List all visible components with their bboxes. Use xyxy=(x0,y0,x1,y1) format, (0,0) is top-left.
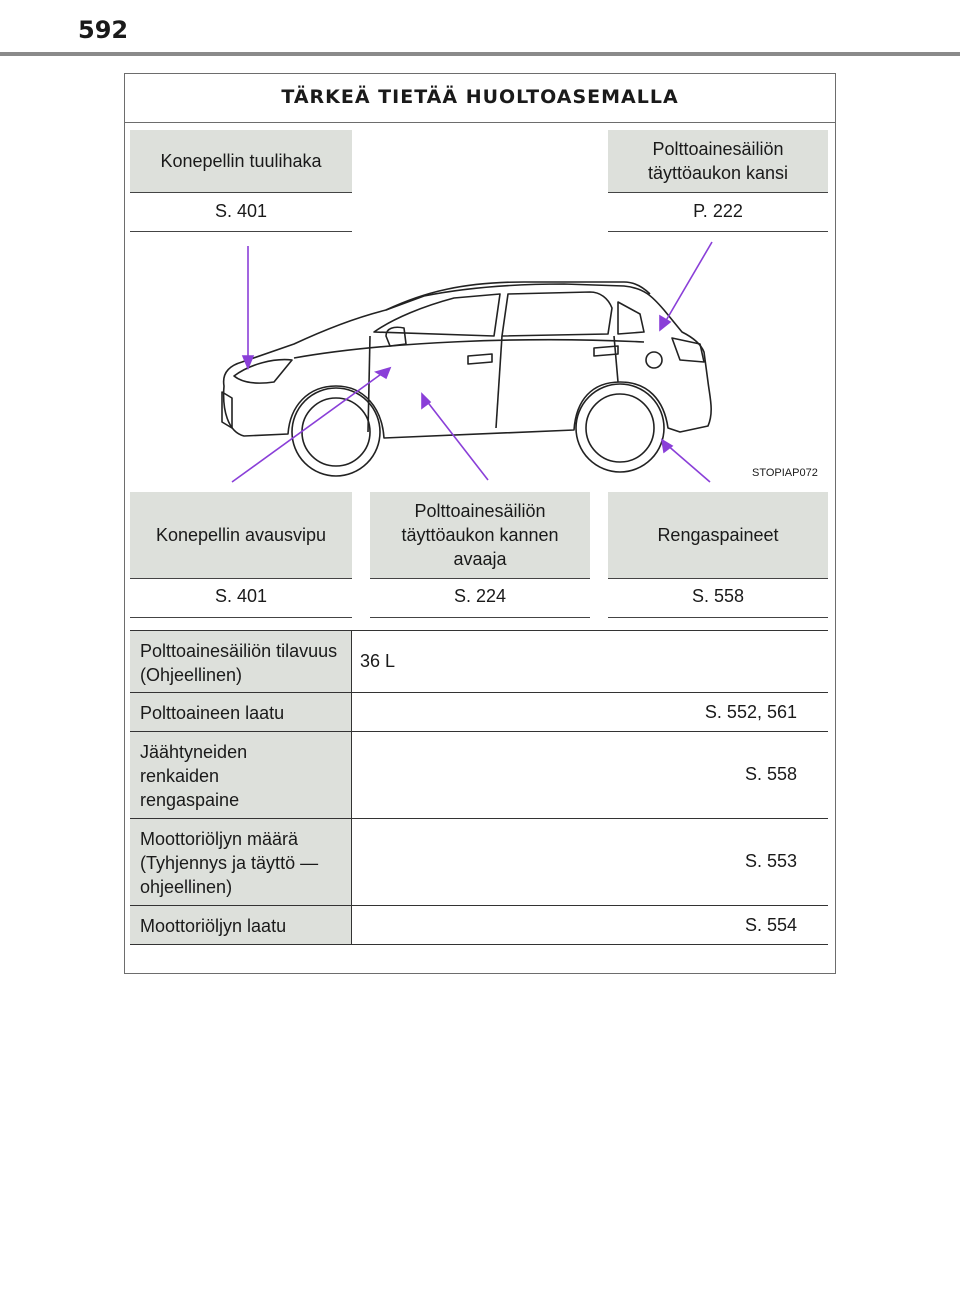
table-row xyxy=(130,905,828,945)
callout-ref: S. 224 xyxy=(453,586,507,606)
car-illustration xyxy=(124,232,836,490)
callout-ref: S. 558 xyxy=(691,586,745,606)
callout-ref: S. 401 xyxy=(214,201,268,221)
table-row-label: Moottoriöljyn määrä (Tyhjennys ja täyttö — ohjeellinen) xyxy=(130,819,352,906)
divider xyxy=(608,578,828,579)
table-row xyxy=(130,818,828,906)
table-row-value xyxy=(352,693,828,732)
table-row-value xyxy=(352,732,828,819)
table-row-label: Polttoainesäiliön tilavuus (Ohjeellinen) xyxy=(130,631,352,693)
illustration-code: STOPIAP072 xyxy=(752,467,818,479)
table-row-label: Moottoriöljyn laatu xyxy=(130,906,352,945)
callout-ref: P. 222 xyxy=(693,201,743,221)
table-row-value xyxy=(352,906,828,945)
page-title: TÄRKEÄ TIETÄÄ HUOLTOASEMALLA xyxy=(125,74,835,123)
divider xyxy=(370,617,590,618)
callout-hood-lever xyxy=(130,492,352,578)
callout-fuel-door-opener xyxy=(370,492,590,578)
divider xyxy=(130,578,352,579)
table-row xyxy=(130,630,828,693)
divider xyxy=(130,617,352,618)
callout-label: Konepellin tuulihaka xyxy=(160,151,322,171)
page-number: 592 xyxy=(78,16,129,44)
table-row-value xyxy=(352,819,828,906)
callout-label: Rengaspaineet xyxy=(657,525,779,545)
value-text: S. 552, 561 xyxy=(704,702,797,722)
table-row-value xyxy=(352,631,828,693)
table-bottom-rule xyxy=(130,944,828,945)
value-text: S. 554 xyxy=(744,915,797,935)
divider xyxy=(370,578,590,579)
divider xyxy=(608,192,828,193)
callout-tire-pressure xyxy=(608,492,828,578)
callout-label: Polttoainesäiliön täyttöaukon kannen avaaja xyxy=(401,501,559,569)
callout-fuel-door xyxy=(608,130,828,192)
table-row-label: Jäähtyneiden renkaiden rengaspaine xyxy=(130,732,352,819)
callout-hood-support xyxy=(130,130,352,192)
callout-label: Konepellin avausvipu xyxy=(155,525,327,545)
value-text: 36 L xyxy=(360,651,396,671)
callout-ref: S. 401 xyxy=(214,586,268,606)
callout-label: Polttoainesäiliön täyttöaukon kansi xyxy=(647,139,789,183)
table-row xyxy=(130,731,828,819)
table-row xyxy=(130,692,828,732)
divider xyxy=(130,192,352,193)
divider xyxy=(608,617,828,618)
value-text: S. 553 xyxy=(744,851,797,871)
header-rule xyxy=(0,52,960,56)
value-text: S. 558 xyxy=(744,764,797,784)
table-row-label: Polttoaineen laatu xyxy=(130,693,352,732)
